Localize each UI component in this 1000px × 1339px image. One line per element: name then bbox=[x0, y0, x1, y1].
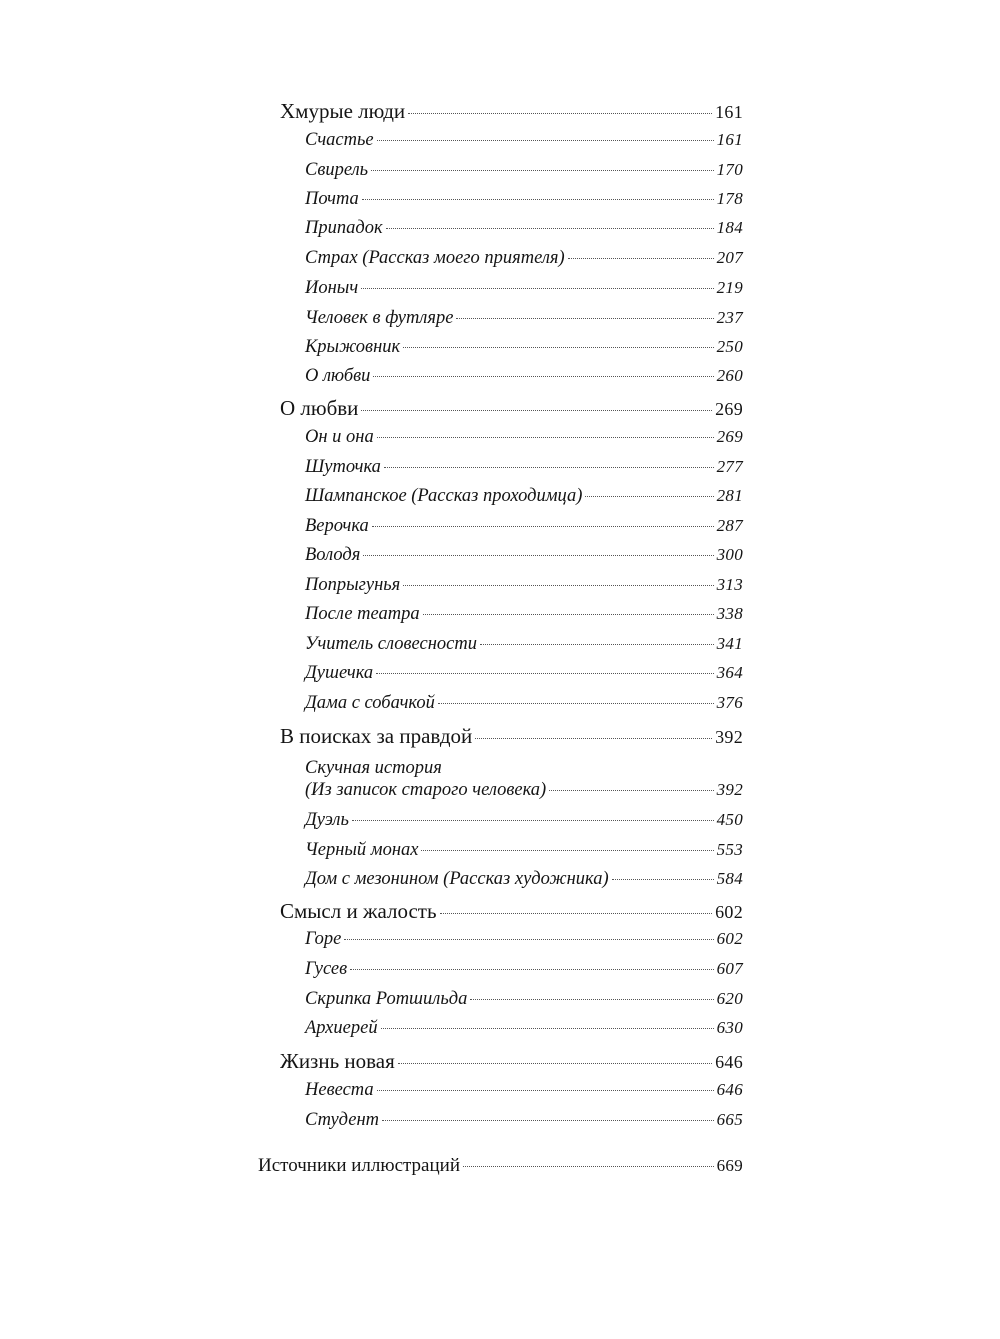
dot-leader bbox=[463, 1166, 714, 1167]
toc-page-number: 338 bbox=[716, 604, 743, 623]
dot-leader bbox=[361, 288, 713, 289]
toc-page-number: 237 bbox=[716, 308, 743, 327]
toc-page-number: 646 bbox=[715, 1052, 743, 1072]
toc-title: Счастье bbox=[305, 130, 374, 150]
toc-title-first-line: Скучная история bbox=[305, 758, 442, 778]
toc-title: Хмурые люди bbox=[280, 99, 406, 123]
toc-title: После театра bbox=[305, 604, 420, 624]
toc-item-row bbox=[305, 218, 743, 239]
toc-title: Скрипка Ротшильда bbox=[305, 989, 468, 1009]
dot-leader bbox=[382, 1120, 714, 1121]
toc-title: Горе bbox=[305, 929, 342, 949]
toc-title: Крыжовник bbox=[305, 337, 401, 357]
toc-item-row bbox=[305, 840, 743, 861]
toc-item-row bbox=[305, 810, 743, 831]
toc-section-row bbox=[280, 99, 743, 124]
toc-item-row bbox=[305, 278, 743, 299]
toc-page-number: 161 bbox=[716, 130, 743, 149]
toc-title: Он и она bbox=[305, 427, 374, 447]
toc-page-number: 269 bbox=[715, 399, 743, 419]
dot-leader bbox=[373, 376, 713, 377]
toc-title: Почта bbox=[305, 189, 359, 209]
toc-page-number: 161 bbox=[715, 102, 743, 122]
toc-title: Черный монах bbox=[305, 840, 419, 860]
toc-item-row bbox=[305, 1018, 743, 1039]
toc-title: Дама с собачкой bbox=[305, 693, 435, 713]
toc-title: В поисках за правдой bbox=[280, 724, 473, 748]
dot-leader bbox=[352, 820, 714, 821]
toc-page-number: 260 bbox=[716, 366, 743, 385]
dot-leader bbox=[376, 673, 713, 674]
dot-leader bbox=[350, 969, 713, 970]
toc-page-number: 178 bbox=[716, 189, 743, 208]
toc-title: Архиерей bbox=[305, 1018, 378, 1038]
toc-title: Человек в футляре bbox=[305, 308, 454, 328]
dot-leader bbox=[371, 170, 713, 171]
dot-leader bbox=[386, 228, 714, 229]
toc-page-number: 450 bbox=[716, 810, 743, 829]
dot-leader bbox=[549, 790, 713, 791]
toc-title: Попрыгунья bbox=[305, 575, 401, 595]
toc-page-number: 392 bbox=[716, 780, 743, 799]
toc-item-row bbox=[305, 189, 743, 210]
toc-title: О любви bbox=[305, 366, 371, 386]
toc-title: Володя bbox=[305, 545, 361, 565]
toc-title: Студент bbox=[305, 1110, 379, 1130]
dot-leader bbox=[612, 879, 714, 880]
dot-leader bbox=[408, 113, 712, 114]
toc-page-number: 219 bbox=[716, 278, 743, 297]
toc-page-number: 269 bbox=[716, 427, 743, 446]
toc-page-number: 620 bbox=[716, 989, 743, 1008]
toc-title: Верочка bbox=[305, 516, 369, 536]
toc-title: Дуэль bbox=[305, 810, 349, 830]
toc-item-row bbox=[305, 663, 743, 684]
dot-leader bbox=[475, 738, 712, 739]
toc-item-row bbox=[305, 959, 743, 980]
toc-page-number: 170 bbox=[716, 160, 743, 179]
toc-page-number: 646 bbox=[716, 1080, 743, 1099]
toc-item-row bbox=[305, 337, 743, 358]
dot-leader bbox=[384, 467, 714, 468]
dot-leader bbox=[568, 258, 714, 259]
toc-title: Дом с мезонином (Рассказ художника) bbox=[305, 869, 609, 889]
toc-item-row bbox=[305, 575, 743, 596]
toc-title: Душечка bbox=[305, 663, 374, 683]
dot-leader bbox=[361, 410, 712, 411]
dot-leader bbox=[377, 437, 714, 438]
toc-item-row bbox=[305, 1080, 743, 1101]
toc-page-number: 250 bbox=[716, 337, 743, 356]
toc-item-row bbox=[305, 1110, 743, 1131]
dot-leader bbox=[377, 1090, 714, 1091]
toc-title: Ионыч bbox=[305, 278, 359, 298]
toc-title: Припадок bbox=[305, 218, 383, 238]
toc-title: Свирель bbox=[305, 160, 369, 180]
toc-item-row bbox=[305, 693, 743, 714]
toc-page-number: 630 bbox=[716, 1018, 743, 1037]
dot-leader bbox=[423, 614, 714, 615]
toc-page-number: 669 bbox=[716, 1156, 743, 1175]
toc-item-row bbox=[305, 989, 743, 1010]
toc-section-row bbox=[280, 396, 743, 421]
toc-page-number: 602 bbox=[715, 902, 743, 922]
toc-title: Учитель словесности bbox=[305, 634, 477, 654]
toc-item-row bbox=[305, 486, 743, 507]
toc-page-number: 287 bbox=[716, 516, 743, 535]
dot-leader bbox=[438, 703, 714, 704]
toc-page-number: 584 bbox=[716, 869, 743, 888]
toc-item-row bbox=[305, 457, 743, 478]
toc-page-number: 300 bbox=[716, 545, 743, 564]
toc-page-number: 341 bbox=[716, 634, 743, 653]
toc-title: Шампанское (Рассказ проходимца) bbox=[305, 486, 583, 506]
dot-leader bbox=[470, 999, 713, 1000]
toc-page-number: 553 bbox=[716, 840, 743, 859]
toc-title: Шуточка bbox=[305, 457, 381, 477]
toc-item-row bbox=[305, 130, 743, 151]
toc-title: Страх (Рассказ моего приятеля) bbox=[305, 248, 565, 268]
dot-leader bbox=[344, 939, 713, 940]
dot-leader bbox=[377, 140, 714, 141]
dot-leader bbox=[363, 555, 713, 556]
toc-page-number: 602 bbox=[716, 929, 743, 948]
dot-leader bbox=[403, 585, 713, 586]
toc-item-row bbox=[305, 780, 743, 801]
toc-item-row bbox=[305, 869, 743, 890]
toc-item-row bbox=[305, 929, 743, 950]
dot-leader bbox=[440, 913, 713, 914]
toc-title: Смысл и жалость bbox=[280, 899, 437, 923]
toc-page-number: 313 bbox=[716, 575, 743, 594]
toc-item-row bbox=[305, 516, 743, 537]
toc-page-number: 207 bbox=[716, 248, 743, 267]
toc-item-row bbox=[305, 248, 743, 269]
toc-page-number: 665 bbox=[716, 1110, 743, 1129]
dot-leader bbox=[480, 644, 714, 645]
dot-leader bbox=[585, 496, 713, 497]
toc-item-row bbox=[305, 366, 743, 387]
dot-leader bbox=[456, 318, 713, 319]
toc-title: (Из записок старого человека) bbox=[305, 780, 547, 800]
dot-leader bbox=[362, 199, 714, 200]
toc-title: О любви bbox=[280, 396, 359, 420]
toc-item-row bbox=[305, 604, 743, 625]
toc-section-row bbox=[280, 1049, 743, 1074]
toc-item-row bbox=[305, 308, 743, 329]
toc-page-number: 277 bbox=[716, 457, 743, 476]
toc-title: Жизнь новая bbox=[280, 1049, 395, 1073]
dot-leader bbox=[398, 1063, 712, 1064]
toc-title: Невеста bbox=[305, 1080, 374, 1100]
toc-section-row bbox=[280, 899, 743, 924]
dot-leader bbox=[372, 526, 714, 527]
toc-page-number: 392 bbox=[715, 727, 743, 747]
toc-item-row bbox=[305, 634, 743, 655]
dot-leader bbox=[403, 347, 713, 348]
toc-page-number: 364 bbox=[716, 663, 743, 682]
toc-item-row bbox=[305, 545, 743, 566]
toc-item-row bbox=[305, 160, 743, 181]
toc-top-row bbox=[258, 1155, 743, 1177]
toc-section-row bbox=[280, 724, 743, 749]
dot-leader bbox=[421, 850, 713, 851]
toc-page-number: 376 bbox=[716, 693, 743, 712]
toc-title: Гусев bbox=[305, 959, 348, 979]
toc-title: Источники иллюстраций bbox=[258, 1155, 460, 1176]
toc-page-number: 281 bbox=[716, 486, 743, 505]
dot-leader bbox=[381, 1028, 714, 1029]
toc-page-number: 184 bbox=[716, 218, 743, 237]
toc-item-row bbox=[305, 427, 743, 448]
toc-page-number: 607 bbox=[716, 959, 743, 978]
